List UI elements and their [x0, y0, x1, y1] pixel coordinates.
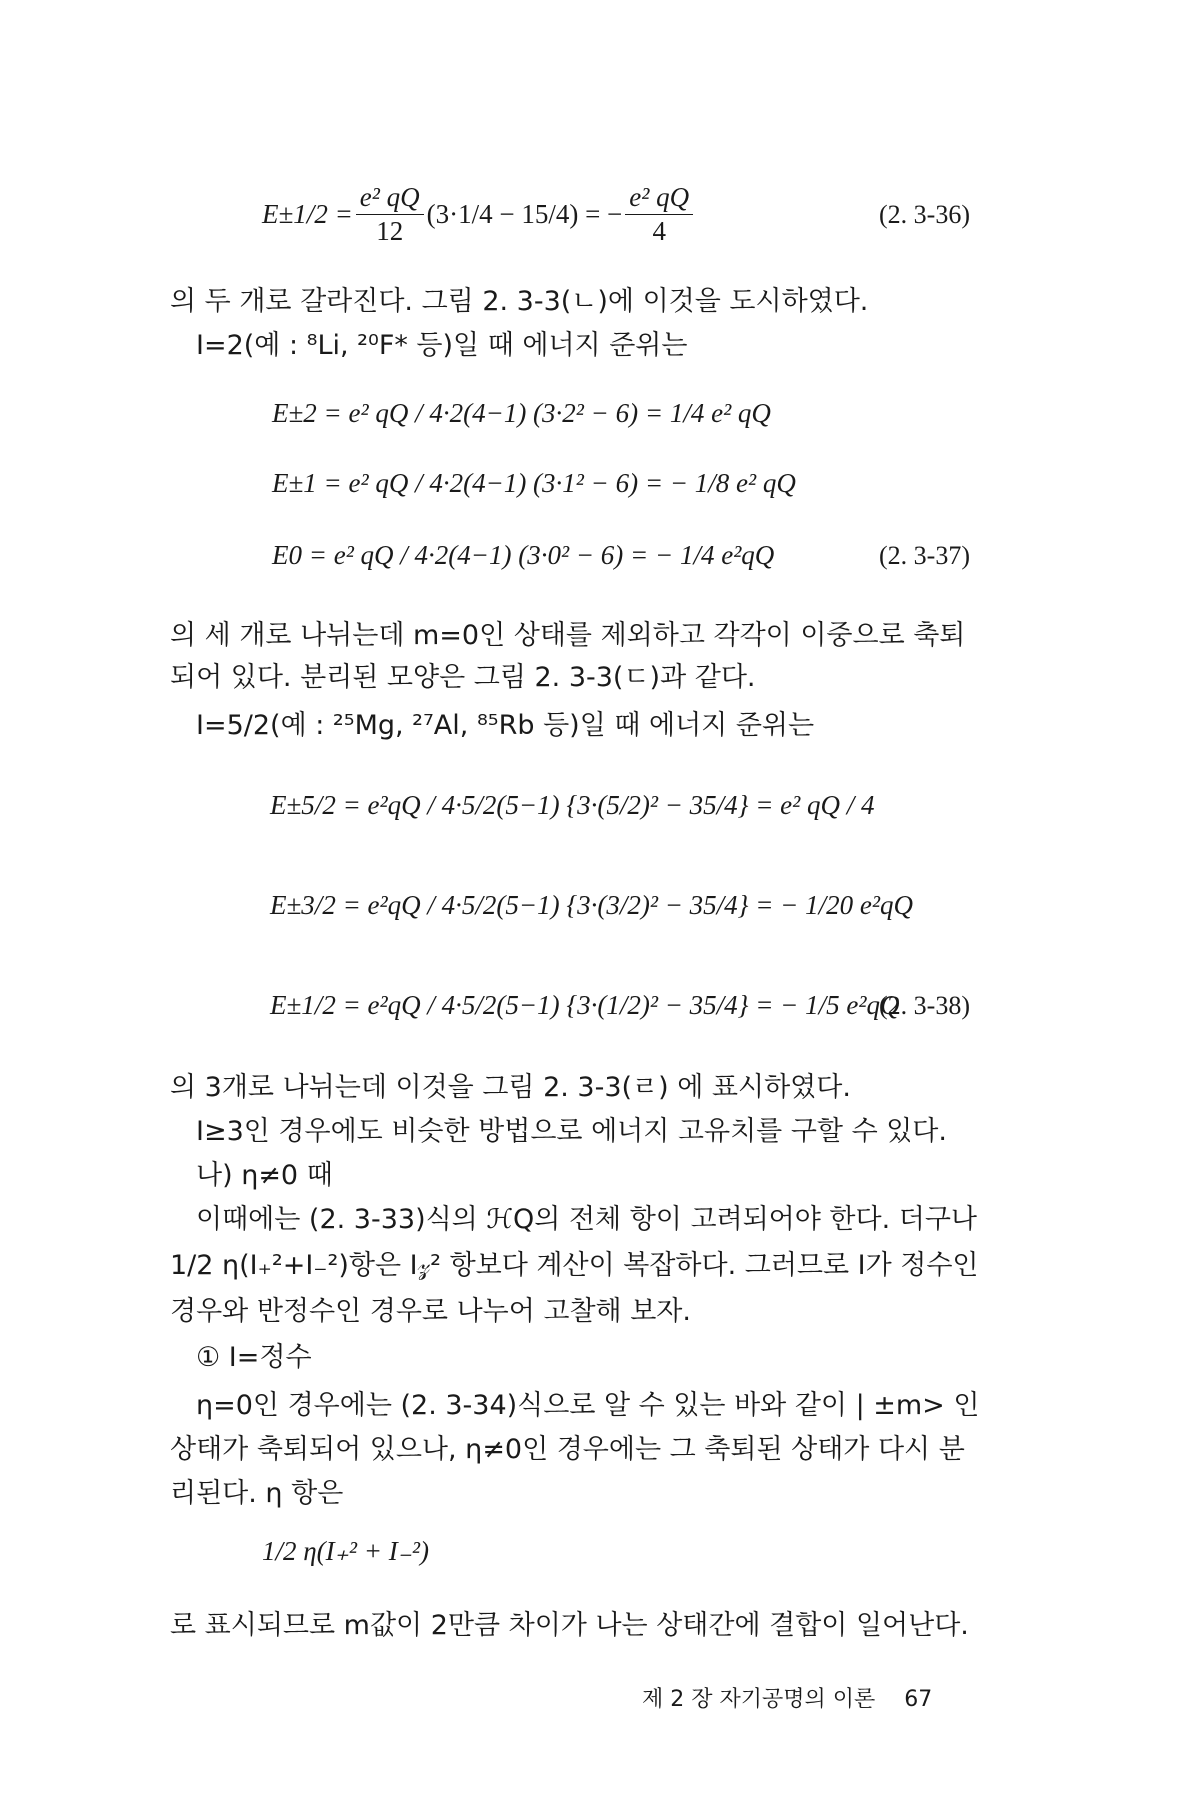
paragraph-2: I=2(예 : ⁸Li, ²⁰F* 등)일 때 에너지 준위는	[196, 330, 688, 361]
paragraph-3b: 되어 있다. 분리된 모양은 그림 2. 3-3(ㄷ)과 같다.	[170, 662, 756, 693]
equation-2-3-37-line-3	[0, 540, 1200, 571]
eq36-frac-num: e² qQ	[356, 182, 424, 215]
footer-page-number: 67	[904, 1687, 933, 1712]
eq36-rhs-den: 4	[652, 216, 666, 247]
paragraph-10b: 상태가 축퇴되어 있으나, η≠0인 경우에는 그 축퇴된 상태가 다시 분	[170, 1434, 965, 1465]
eta-term: 1/2 η(I₊² + I₋²)	[262, 1536, 430, 1566]
paragraph-8a: 이때에는 (2. 3-33)식의 ℋQ의 전체 항이 고려되어야 한다. 더구나	[196, 1204, 978, 1235]
paragraph-5: 의 3개로 나뉘는데 이것을 그림 2. 3-3(ㄹ) 에 표시하였다.	[170, 1072, 851, 1103]
footer-chapter: 제 2 장 자기공명의 이론	[642, 1687, 876, 1712]
equation-2-3-37-line-2	[0, 468, 1200, 499]
paragraph-4: I=5/2(예 : ²⁵Mg, ²⁷Al, ⁸⁵Rb 등)일 때 에너지 준위는	[196, 710, 815, 741]
eq36-rhs-num: e² qQ	[625, 182, 693, 215]
paragraph-6: I≥3인 경우에도 비슷한 방법으로 에너지 고유치를 구할 수 있다.	[196, 1116, 947, 1147]
eq37-line3: E0 = e² qQ / 4·2(4−1) (3·0² − 6) = − 1/4 e²qQ	[272, 540, 775, 570]
eq36-rhs-fraction	[625, 182, 693, 247]
case-1-heading: ① I=정수	[196, 1342, 312, 1373]
eq37-number: (2. 3-37)	[879, 540, 970, 570]
eq36-body: (3·1/4 − 15/4) = −	[426, 199, 623, 230]
eq36-fraction	[356, 182, 424, 247]
eq38-line1: E±5/2 = e²qQ / 4·5/2(5−1) {3·(5/2)² − 35/4} = e² qQ / 4	[270, 790, 875, 820]
paragraph-1: 의 두 개로 갈라진다. 그림 2. 3-3(ㄴ)에 이것을 도시하였다.	[170, 286, 869, 317]
paragraph-10a: η=0인 경우에는 (2. 3-34)식으로 알 수 있는 바와 같이 | ±m> 인	[196, 1390, 980, 1421]
eq38-line2: E±3/2 = e²qQ / 4·5/2(5−1) {3·(3/2)² − 35/4} = − 1/20 e²qQ	[270, 890, 913, 920]
paragraph-3a: 의 세 개로 나뉘는데 m=0인 상태를 제외하고 각각이 이중으로 축퇴	[170, 620, 966, 651]
eq36-number: (2. 3-36)	[879, 199, 970, 229]
page-footer	[642, 1682, 932, 1713]
eq37-line1: E±2 = e² qQ / 4·2(4−1) (3·2² − 6) = 1/4 e² qQ	[272, 398, 771, 428]
subheading-eta-nonzero: 나) η≠0 때	[196, 1160, 333, 1191]
equation-2-3-37-line-1	[0, 398, 1200, 429]
eq37-line2: E±1 = e² qQ / 4·2(4−1) (3·1² − 6) = − 1/8 e² qQ	[272, 468, 796, 498]
equation-eta-term	[0, 1536, 1200, 1567]
eq38-line3: E±1/2 = e²qQ / 4·5/2(5−1) {3·(1/2)² − 35/4} = − 1/5 e²qQ	[270, 990, 900, 1020]
paragraph-8b: 1/2 η(I₊²+I₋²)항은 I𝓏² 항보다 계산이 복잡하다. 그러므로 I가 정수인	[170, 1250, 979, 1281]
paragraph-10c: 리된다. η 항은	[170, 1478, 344, 1509]
paragraph-11: 로 표시되므로 m값이 2만큼 차이가 나는 상태간에 결합이 일어난다.	[170, 1610, 969, 1641]
eq38-number: (2. 3-38)	[879, 990, 970, 1020]
equation-2-3-38-line-1	[0, 790, 1200, 821]
equation-2-3-36	[0, 182, 1200, 247]
equation-2-3-38-line-3	[0, 990, 1200, 1021]
paragraph-8c: 경우와 반정수인 경우로 나누어 고찰해 보자.	[170, 1296, 691, 1327]
eq36-frac-den: 12	[376, 216, 404, 247]
equation-2-3-38-line-2	[0, 890, 1200, 921]
eq36-lhs: E±1/2 =	[262, 199, 353, 230]
